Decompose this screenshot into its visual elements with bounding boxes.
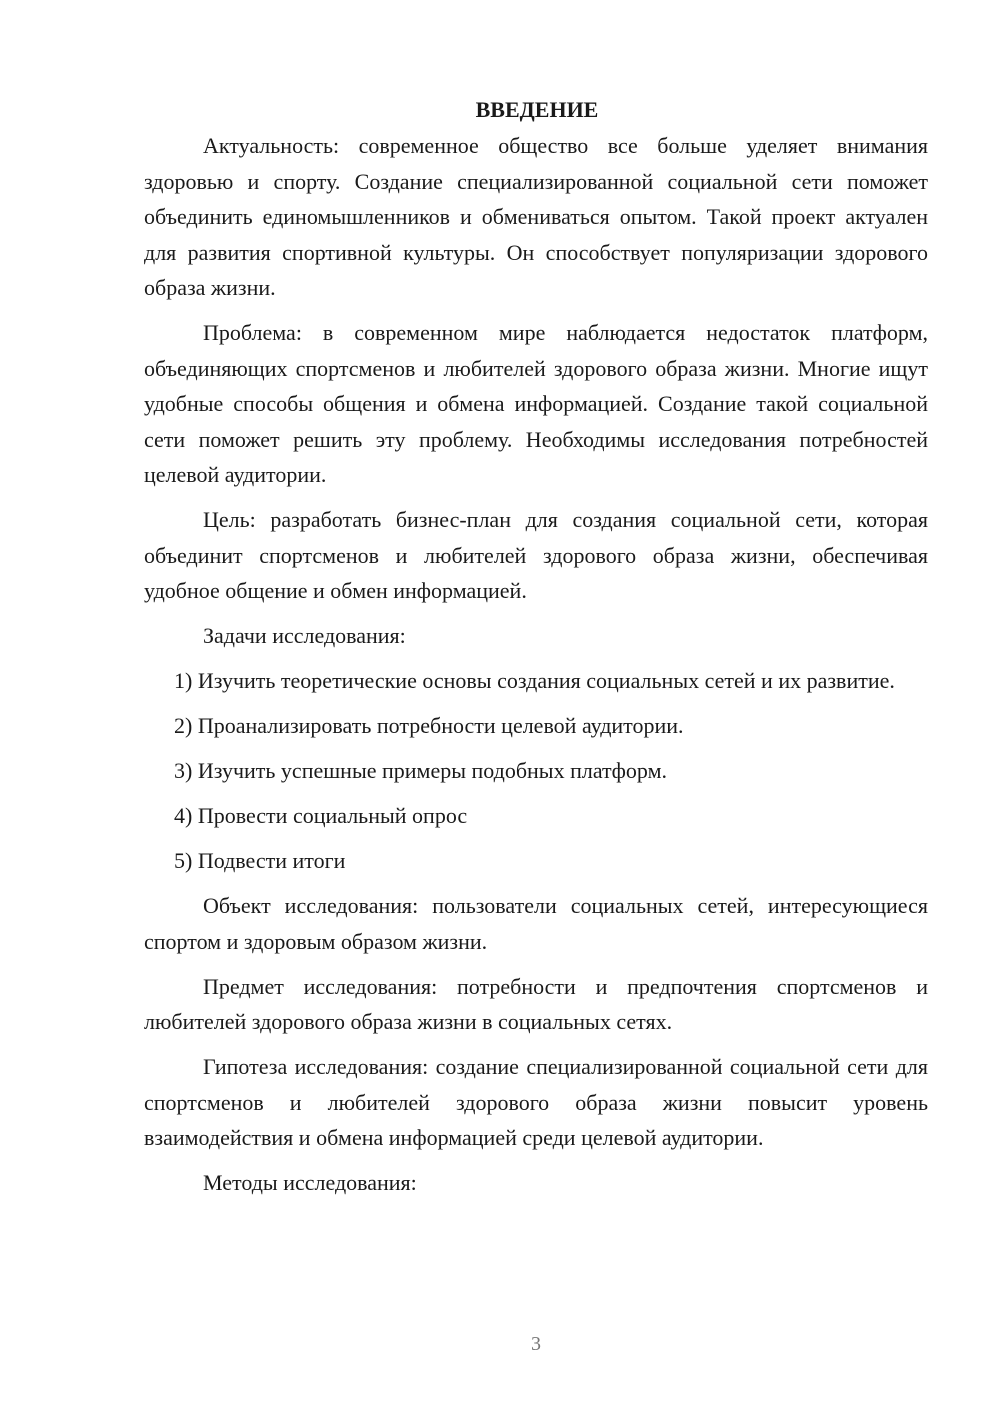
task-item-3: 3) Изучить успешные примеры подобных платформ. (174, 758, 667, 783)
task-item-2: 2) Проанализировать потребности целевой аудитории. (174, 713, 684, 738)
relevance-paragraph: Актуальность: современное общество все больше уделяет внимания здоровью и спорту. Создание специализированной социальной сети поможет объединить единомышленников и обмениваться опытом. Такой проект актуален для развития спортивной культуры. Он способствует популяризации здорового образа жизни. (144, 133, 928, 300)
page-number: 3 (531, 1333, 541, 1355)
methods-heading: Методы исследования: (203, 1170, 417, 1195)
task-item-5: 5) Подвести итоги (174, 848, 346, 873)
tasks-heading: Задачи исследования: (203, 623, 406, 648)
goal-paragraph: Цель: разработать бизнес-план для создания социальной сети, которая объединит спортсменов и любителей здорового образа жизни, обеспечивая удобное общение и обмен информацией. (144, 507, 928, 603)
object-paragraph: Объект исследования: пользователи социальных сетей, интересующиеся спортом и здоровым образом жизни. (144, 893, 928, 954)
task-item-1: 1) Изучить теоретические основы создания социальных сетей и их развитие. (174, 668, 895, 693)
problem-paragraph: Проблема: в современном мире наблюдается недостаток платформ, объединяющих спортсменов и любителей здорового образа жизни. Многие ищут удобные способы общения и обмена информацией. Создание такой социальной сети поможет решить эту проблему. Необходимы исследования потребностей целевой аудитории. (144, 320, 928, 487)
section-title: ВВЕДЕНИЕ (475, 97, 599, 122)
subject-paragraph: Предмет исследования: потребности и предпочтения спортсменов и любителей здорового образа жизни в социальных сетях. (144, 973, 928, 1034)
task-item-4: 4) Провести социальный опрос (174, 803, 468, 828)
hypothesis-paragraph: Гипотеза исследования: создание специализированной социальной сети для спортсменов и любителей здорового образа жизни повысит уровень взаимодействия и обмена информацией среди целевой аудитории. (144, 1054, 928, 1150)
document-page (144, 92, 928, 1210)
